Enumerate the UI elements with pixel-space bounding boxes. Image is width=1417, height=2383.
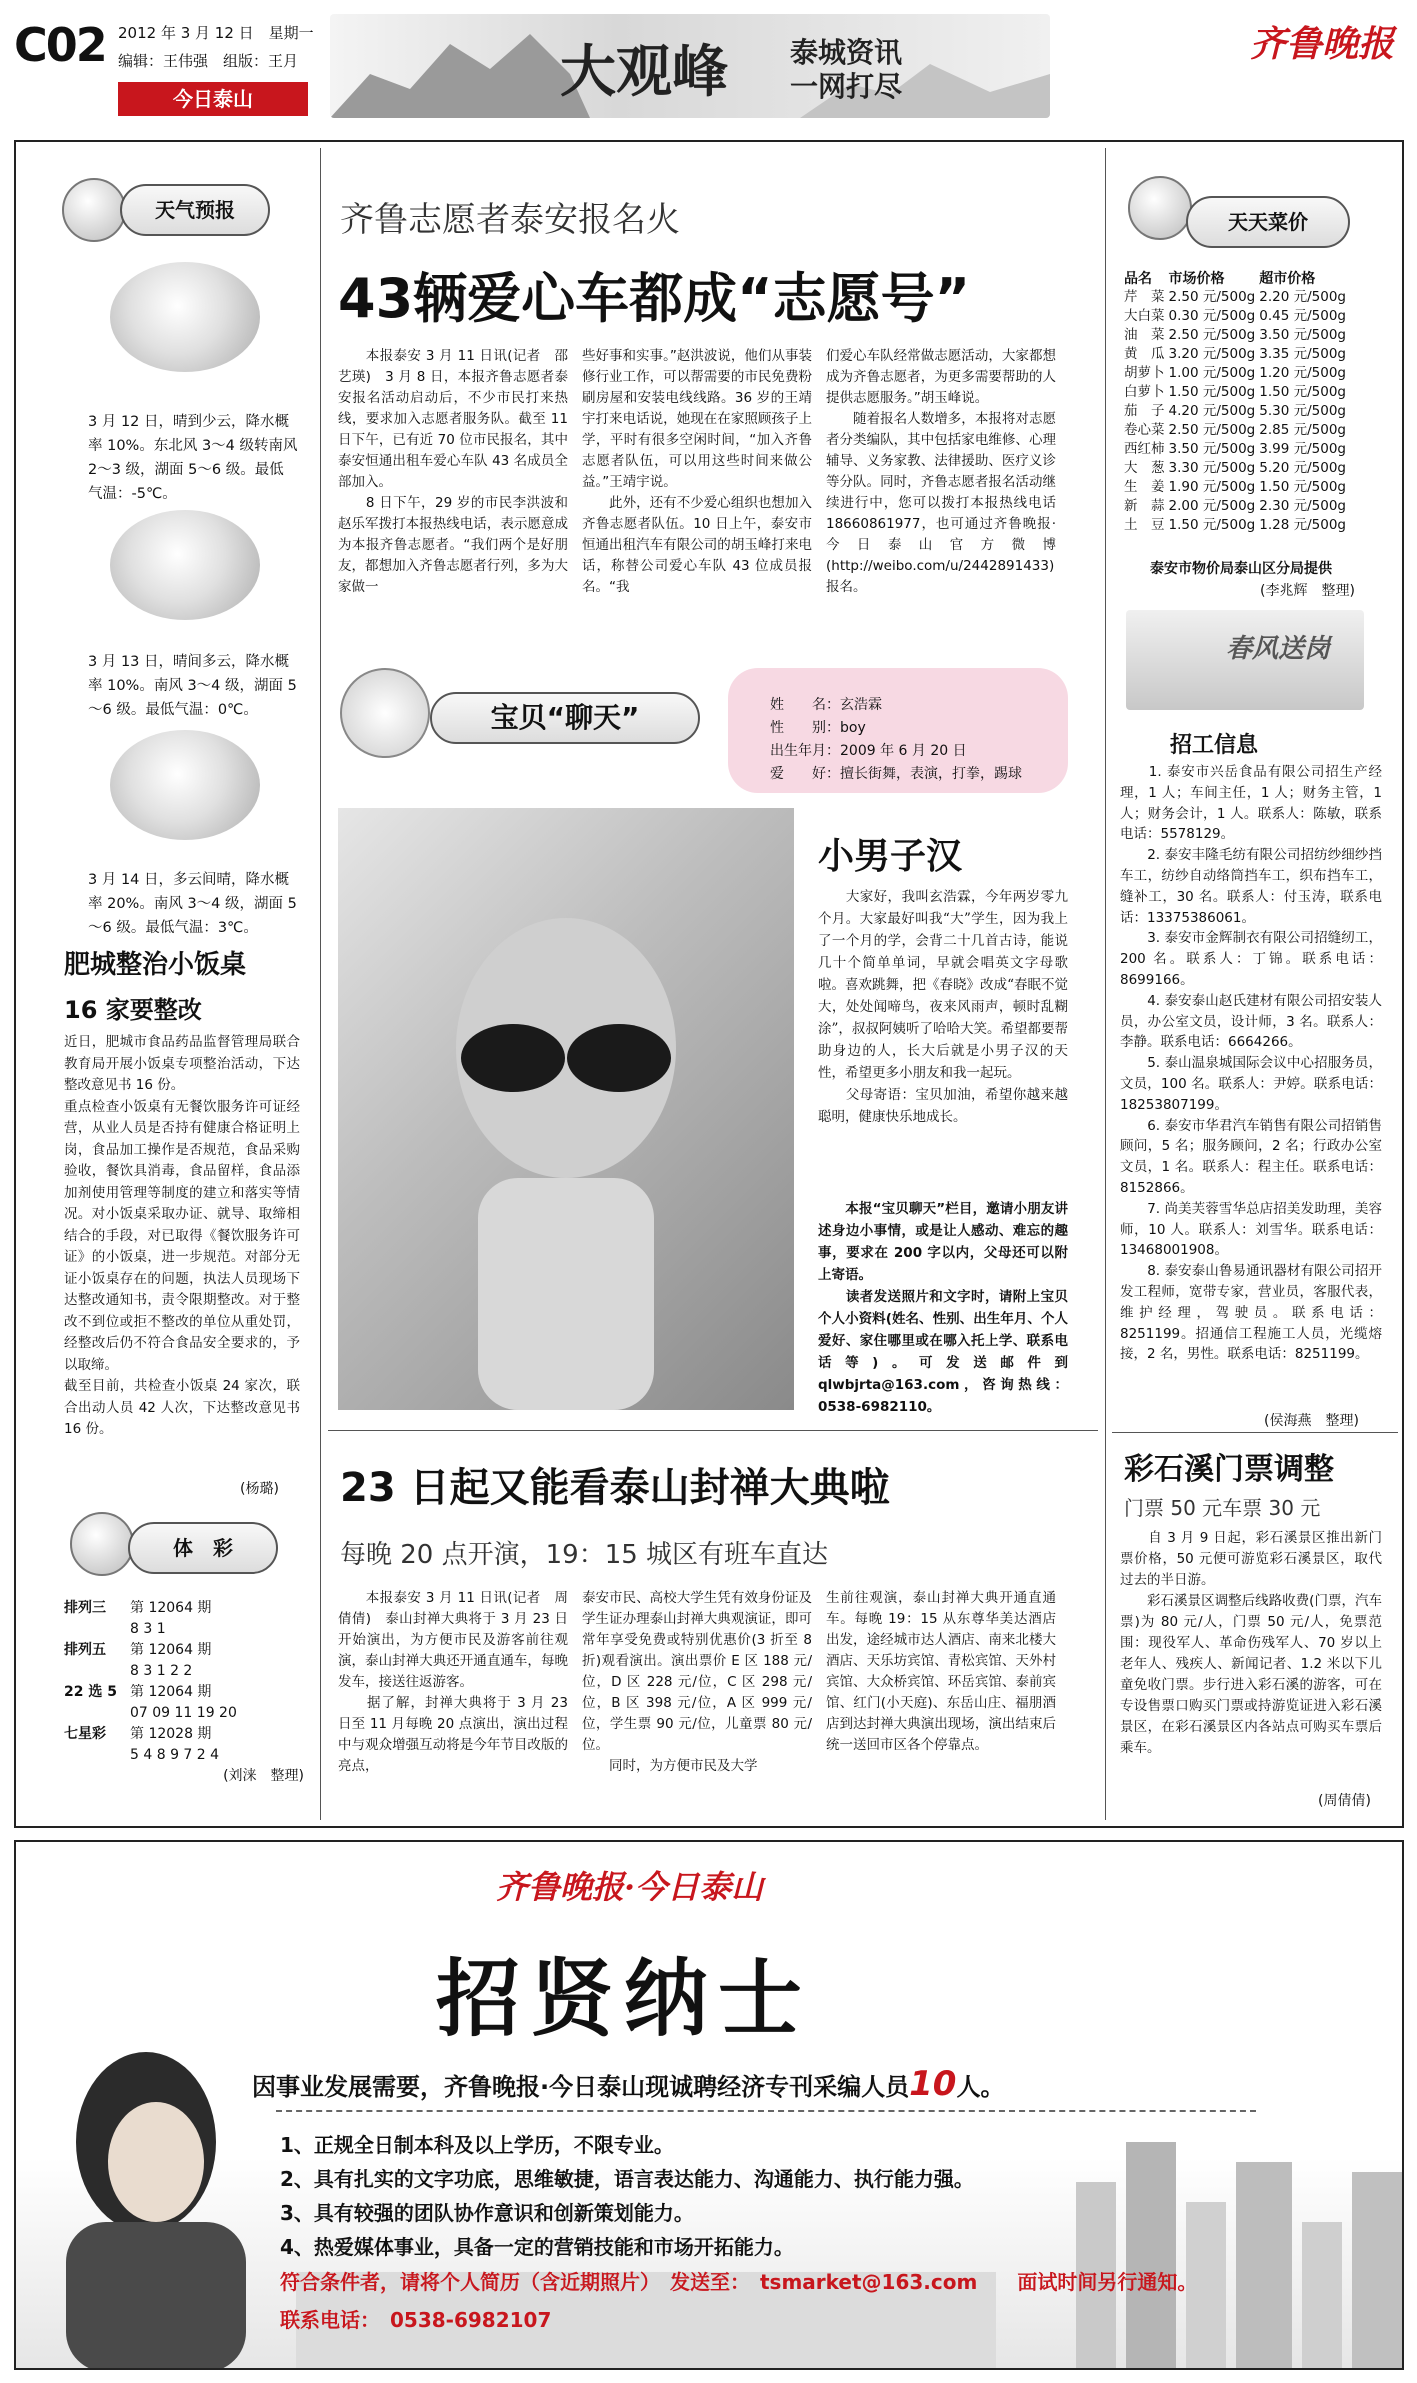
table-row xyxy=(1122,307,1348,326)
recruitment-ad xyxy=(14,1840,1404,2370)
supermarket-price: 1.28 元/500g xyxy=(1259,517,1346,533)
market-price: 2.50 元/500g xyxy=(1168,289,1256,305)
baby-story-title: 小男子汉 xyxy=(818,836,963,877)
lottery-issue: 第 12064 期 xyxy=(130,1600,212,1616)
tickets-headline: 彩石溪门票调整 xyxy=(1124,1452,1334,1487)
sunny-weather-icon xyxy=(110,262,260,372)
supermarket-price: 1.20 元/500g xyxy=(1259,365,1346,381)
supermarket-price: 2.85 元/500g xyxy=(1259,422,1346,438)
ceremony-col-2: 泰安市民、高校大学生凭有效身份证及学生证办理泰山封禅大典观演证，即可常年享受免费或特别优惠价(3 折至 8 折)观看演出。演出票价 E 区 188 元/位，D 区 228 元/位，C 区 298 元/位，B 区 398 元/位，A 区 999 元/位，学生票 90 元/位，儿童票 80 元/位。 同时，为方便市民及大学 xyxy=(582,1590,812,1774)
table-row xyxy=(1122,345,1348,364)
lottery-numbers: 07 09 11 19 20 xyxy=(130,1705,237,1721)
table-row xyxy=(1122,516,1348,535)
section-tag: 今日泰山 xyxy=(118,82,308,116)
supermarket-price: 1.50 元/500g xyxy=(1259,384,1346,400)
ad-requirements xyxy=(280,2128,974,2264)
vegetable-name: 黄 瓜 xyxy=(1124,346,1165,362)
market-price: 1.00 元/500g xyxy=(1168,365,1256,381)
ad-apply: 符合条件者，请将个人简历（含近期照片） 发送至： tsmarket@163.com 面试时间另行通知。 xyxy=(280,2270,1198,2294)
supermarket-price: 1.50 元/500g xyxy=(1259,479,1346,495)
market-price: 3.50 元/500g xyxy=(1168,441,1256,457)
vegetable-name: 胡萝卜 xyxy=(1124,365,1165,381)
ad-requirement: 4、热爱媒体事业，具备一定的营销技能和市场开拓能力。 xyxy=(280,2235,794,2259)
ad-lead-text: 因事业发展需要，齐鲁晚报·今日泰山现诚聘经济专刊采编人员 xyxy=(252,2073,910,2101)
vegetable-name: 新 蒜 xyxy=(1124,498,1165,514)
table-row xyxy=(1122,440,1348,459)
partly-cloudy-icon xyxy=(110,510,260,620)
issue-date: 2012 年 3 月 12 日 星期一 xyxy=(118,24,314,42)
jobs-title: 招工信息 xyxy=(1170,733,1259,758)
market-price: 0.30 元/500g xyxy=(1168,308,1256,324)
lottery-icon xyxy=(70,1512,134,1576)
child-photo-image xyxy=(338,808,794,1410)
table-row xyxy=(1122,478,1348,497)
restaurants-headline: 肥城整治小饭桌 xyxy=(64,950,247,980)
weather-day-2: 3 月 13 日，晴间多云，降水概率 10%。南风 3～4 级，湖面 5～6 级。最低气温：0℃。 xyxy=(88,654,297,718)
ad-requirement: 2、具有扎实的文字功底，思维敏捷，语言表达能力、沟通能力、执行能力强。 xyxy=(280,2167,974,2191)
supermarket-price: 5.20 元/500g xyxy=(1259,460,1346,476)
lead-headline: 43辆爱心车都成“志愿号” xyxy=(338,267,971,330)
vegetable-name: 生 姜 xyxy=(1124,479,1165,495)
ad-masthead: 齐鲁晚报·今日泰山 xyxy=(496,1868,764,1906)
table-row xyxy=(1122,459,1348,478)
market-price: 1.50 元/500g xyxy=(1168,384,1256,400)
market-price: 1.90 元/500g xyxy=(1168,479,1256,495)
restaurants-body: 近日，肥城市食品药品监督管理局联合教育局开展小饭桌专项整治活动，下达整改意见书 16 份。 重点检查小饭桌有无餐饮服务许可证经营，从业人员是否持有健康合格证明上岗，食品加工操作是否规范，食品采购验收，餐饮具消毒，食品留样，食品添加剂使用管理等制度的建立和落实等情况。对小饭桌采取办证、就导、取缔相结合的手段，对已取得《餐饮服务许可证》的小饭桌，进一步规范。对部分无证小饭桌存在的问题，执法人员现场下达整改通知书，责令限期整改。对于整改不到位或拒不整改的单位从重处罚，经整改后仍不符合食品安全要求的，予以取缔。 截至目前，共检查小饭桌 24 家次，联合出动人员 42 人次，下达整改意见书 16 份。 xyxy=(64,1034,300,1437)
column-slogan xyxy=(790,36,902,104)
baby-info: 姓 名：玄浩霖 性 别：boy 出生年月：2009 年 6 月 20 日 爱 好：擅长街舞，表演，打拳，踢球 xyxy=(770,697,1022,782)
supermarket-price: 2.20 元/500g xyxy=(1259,289,1346,305)
lottery-title: 体 彩 xyxy=(128,1522,278,1574)
lottery-table xyxy=(64,1598,304,1787)
vegetable-name: 卷心菜 xyxy=(1124,422,1165,438)
vegetable-name: 大 葱 xyxy=(1124,460,1165,476)
vegetable-name: 白萝卜 xyxy=(1124,384,1165,400)
market-price: 3.20 元/500g xyxy=(1168,346,1256,362)
ad-requirement: 3、具有较强的团队协作意识和创新策划能力。 xyxy=(280,2201,694,2225)
ceremony-subhead: 每晚 20 点开演，19：15 城区有班车直达 xyxy=(340,1540,829,1570)
vegetables-title: 天天菜价 xyxy=(1186,196,1350,248)
baby-photo xyxy=(338,808,794,1410)
vegetables-source: 泰安市物价局泰山区分局提供 xyxy=(1150,561,1332,577)
tickets-body: 自 3 月 9 日起，彩石溪景区推出新门票价格，50 元便可游览彩石溪景区，取代过去的半日游。 彩石溪景区调整后线路收费(门票，汽车票)为 80 元/人，门票 50 元/人，免票范围：现役军人、革命伤残军人、70 岁以上老年人、残疾人、新闻记者、1.2 米以下儿童免收门票。步行进入彩石溪的游客，可在专设售票口购买门票或持游览证进入彩石溪景区，在彩石溪景区内各站点可购买车票后乘车。 xyxy=(1120,1530,1382,1756)
vegetable-name: 茄 子 xyxy=(1124,403,1165,419)
mascot-icon xyxy=(340,668,430,758)
ceremony-headline: 23 日起又能看泰山封禅大典啦 xyxy=(340,1465,890,1511)
lottery-numbers: 5 4 8 9 7 2 4 xyxy=(130,1747,220,1763)
table-row xyxy=(1122,364,1348,383)
table-row xyxy=(1122,288,1348,307)
supermarket-price: 0.45 元/500g xyxy=(1259,308,1346,324)
table-header: 品名 xyxy=(1124,271,1152,287)
vegetable-name: 西红柿 xyxy=(1124,441,1165,457)
baby-notice: 本报“宝贝聊天”栏目，邀请小朋友讲述身边小事情，或是让人感动、难忘的趣事，要求在 200 字以内，父母还可以附上寄语。 读者发送照片和文字时，请附上宝贝个人小资料(姓名、性别、出生年月、个人爱好、家住哪里或在哪入托上学、联系电话等)。可发送邮件到 qlwbjrta@163.com，咨询热线：0538-6982110。 xyxy=(818,1201,1068,1415)
vegetable-name: 油 菜 xyxy=(1124,327,1165,343)
supermarket-price: 3.50 元/500g xyxy=(1259,327,1346,343)
lottery-byline: (刘涞 整理) xyxy=(223,1768,304,1784)
lead-col-1: 本报泰安 3 月 11 日讯(记者 邵艺瑛) 3 月 8 日，本报齐鲁志愿者泰安报名活动启动后，不少市民打来热线，要求加入志愿者服务队。截至 11 日下午，已有近 70 位市民报名，其中泰安恒通出租车爱心车队 43 名成员全部加入。 8 日下午，29 岁的市民李洪波和赵乐军拨打本报热线电话，表示愿意成为本报齐鲁志愿者。“我们两个是好朋友，都想加入齐鲁志愿者行列，多为大家做一 xyxy=(338,348,568,595)
ad-lead-end: 人。 xyxy=(956,2073,1005,2101)
lottery-name: 排列三 xyxy=(64,1600,106,1616)
table-row xyxy=(1122,326,1348,345)
lottery-issue: 第 12028 期 xyxy=(130,1726,212,1742)
baby-story-text: 大家好，我叫玄浩霖，今年两岁零九个月。大家最好叫我“大”学生，因为我上了一个月的学，会背二十几首古诗，能说几十个简单单词，早就会唱英文字母歌啦。喜欢跳舞，把《春晓》改成“春眠不觉大，处处闻啼鸟，夜来风雨声，顿时乱糊涂”，叔叔阿姨听了哈哈大笑。希望都要帮助身边的人，长大后就是小男子汉的天性，希望更多小朋友和我一起玩。 父母寄语：宝贝加油，希望你越来越聪明，健康快乐地成长。 xyxy=(818,889,1068,1125)
restaurants-subhead: 16 家要整改 xyxy=(64,996,202,1024)
ad-lead xyxy=(252,2064,1004,2104)
editor-line: 编辑：王伟强 组版：王月 xyxy=(118,52,299,70)
vegetable-name: 土 豆 xyxy=(1124,517,1165,533)
baby-section-title: 宝贝“聊天” xyxy=(430,692,700,744)
supermarket-price: 2.30 元/500g xyxy=(1259,498,1346,514)
ad-divider xyxy=(276,2110,1256,2112)
ceremony-col-3: 生前往观演，泰山封禅大典开通直通车。每晚 19：15 从东尊华美达酒店出发，途经城市达人酒店、南来北楼大酒店、天乐坊宾馆、青松宾馆、天外村宾馆、大众桥宾馆、环岳宾馆、泰前宾馆、红门(小天庭)、东岳山庄、福朋酒店到达封禅大典演出现场，演出结束后统一送回市区各个停靠点。 xyxy=(826,1590,1056,1753)
vegetables-byline: (李兆辉 整理) xyxy=(1260,583,1355,599)
jobs-banner-title: 春风送岗 xyxy=(1226,634,1331,664)
vegetable-name: 芹 菜 xyxy=(1124,289,1165,305)
supermarket-price: 5.30 元/500g xyxy=(1259,403,1346,419)
jobs-byline: (侯海燕 整理) xyxy=(1264,1413,1359,1429)
market-price: 1.50 元/500g xyxy=(1168,517,1256,533)
ad-headcount: 10 xyxy=(909,2064,957,2104)
lottery-numbers: 8 3 1 2 2 xyxy=(130,1663,193,1679)
lead-kicker: 齐鲁志愿者泰安报名火 xyxy=(340,200,680,240)
tickets-subhead: 门票 50 元车票 30 元 xyxy=(1124,1496,1321,1520)
tickets-byline: (周倩倩) xyxy=(1318,1793,1371,1809)
jobs-body: 1. 泰安市兴岳食品有限公司招生产经理，1 人；车间主任，1 人；财务主管，1 人；财务会计，1 人。联系人：陈敏，联系电话：5578129。 2. 泰安丰隆毛纺有限公司招纺纱细纱挡车工，纺纱自动络筒挡车工，织布挡车工，缝补工，30 名。联系人：付玉涛，联系电话：13375386061。 3. 泰安市金辉制衣有限公司招缝纫工，200 名。联系人：丁锦。联系电话：8699166。 4. 泰安泰山赵氏建材有限公司招安装人员，办公室文员，设计师，3 名。联系人：李静。联系电话：6664266。 5. 泰山温泉城国际会议中心招服务员，文员，100 名。联系人：尹婷。联系电话：18253807199。 6. 泰安市华君汽车销售有限公司招销售顾问，5 名；服务顾问，2 名；行政办公室文员，1 名。联系人：程主任。联系电话：8152866。 7. 尚美芙蓉雪华总店招美发助理，美容师，10 人。联系人：刘雪华。联系电话：13468001908。 8. 泰安泰山鲁易通讯器材有限公司招开发工程师，宽带专家，营业员，客服代表，维护经理，驾驶员。联系电话：8251199。招通信工程施工人员，光缆熔接，2 名，男性。联系电话：8251199。 xyxy=(1120,764,1382,1363)
vegetable-name: 大白菜 xyxy=(1124,308,1165,324)
lottery-name: 排列五 xyxy=(64,1642,106,1658)
ad-requirement: 1、正规全日制本科及以上学历，不限专业。 xyxy=(280,2133,674,2157)
table-header: 超市价格 xyxy=(1259,271,1316,287)
ceremony-col-1: 本报泰安 3 月 11 日讯(记者 周倩倩) 泰山封禅大典将于 3 月 23 日开始演出，为方便市民及游客前往观演，泰山封禅大典还开通直通车，每晚发车，接送往返游客。 据了解，封禅大典将于 3 月 23 日至 11 月每晚 20 点演出，演出过程中与观众增强互动将是今年节目改版的亮点， xyxy=(338,1590,568,1774)
vegetable-price-table xyxy=(1122,268,1348,535)
market-price: 4.20 元/500g xyxy=(1168,403,1256,419)
lottery-name: 22 选 5 xyxy=(64,1684,117,1700)
vegetable-icon xyxy=(1128,176,1192,240)
lead-col-3: 们爱心车队经常做志愿活动，大家都想成为齐鲁志愿者，为更多需要帮助的人提供志愿服务。”胡玉峰说。 随着报名人数增多，本报将对志愿者分类编队，其中包括家电维修、心理辅导、义务家教、法律援助、医疗义诊等分队。同时，齐鲁志愿者报名活动继续进行中，您可以拨打本报热线电话 18660861977，也可通过齐鲁晚报·今日泰山官方微博(http://weibo.com/u/2442891433)报名。 xyxy=(826,348,1056,595)
jobs-banner xyxy=(1126,610,1364,710)
market-price: 3.30 元/500g xyxy=(1168,460,1256,476)
lottery-issue: 第 12064 期 xyxy=(130,1684,212,1700)
weather-sun-icon xyxy=(62,178,126,242)
market-price: 2.50 元/500g xyxy=(1168,327,1256,343)
table-row xyxy=(1122,402,1348,421)
slogan-line-1: 泰城资讯 xyxy=(790,36,903,69)
weather-day-1: 3 月 12 日，晴到少云，降水概率 10%。东北风 3～4 级转南风 2～3 级，湖面 5～6 级。最低气温：-5℃。 xyxy=(88,414,298,502)
table-row xyxy=(1122,497,1348,516)
section-divider xyxy=(1112,1432,1398,1433)
market-price: 2.00 元/500g xyxy=(1168,498,1256,514)
restaurants-byline: (杨璐) xyxy=(240,1481,279,1497)
page-code: C02 xyxy=(14,18,106,72)
lottery-issue: 第 12064 期 xyxy=(130,1642,212,1658)
supermarket-price: 3.99 元/500g xyxy=(1259,441,1346,457)
table-row xyxy=(1122,421,1348,440)
table-row xyxy=(1122,383,1348,402)
lottery-name: 七星彩 xyxy=(64,1726,106,1742)
column-title: 大观峰 xyxy=(560,39,728,105)
page-header xyxy=(0,0,1417,130)
market-price: 2.50 元/500g xyxy=(1168,422,1256,438)
slogan-line-2: 一网打尽 xyxy=(790,70,903,103)
lead-col-2: 些好事和实事。”赵洪波说，他们从事装修行业工作，可以帮需要的市民免费粉刷房屋和安装电线线路。36 岁的王靖宇打来电话说，她现在在家照顾孩子上学，平时有很多空闲时间，“加入齐鲁志愿者队伍，可以用这些时间来做公益。”王靖宇说。 此外，还有不少爱心组织也想加入齐鲁志愿者队伍。10 日上午，泰安市恒通出租汽车有限公司的胡玉峰打来电话，称替公司爱心车队 43 位成员报名。“我 xyxy=(582,348,812,595)
paper-logo: 齐鲁晚报 xyxy=(1250,23,1395,65)
lottery-numbers: 8 3 1 xyxy=(130,1621,166,1637)
ad-title: 招贤纳士 xyxy=(436,1949,813,2048)
ad-phone: 联系电话： 0538-6982107 xyxy=(280,2308,552,2332)
weather-day-3: 3 月 14 日，多云间晴，降水概率 20%。南风 3～4 级，湖面 5～6 级。最低气温：3℃。 xyxy=(88,872,297,936)
section-divider xyxy=(328,1430,1098,1431)
cloudy-weather-icon xyxy=(110,730,260,840)
supermarket-price: 3.35 元/500g xyxy=(1259,346,1346,362)
column-divider xyxy=(1105,148,1106,1820)
table-header: 市场价格 xyxy=(1168,271,1225,287)
column-divider xyxy=(320,148,321,1820)
weather-title: 天气预报 xyxy=(120,184,270,236)
